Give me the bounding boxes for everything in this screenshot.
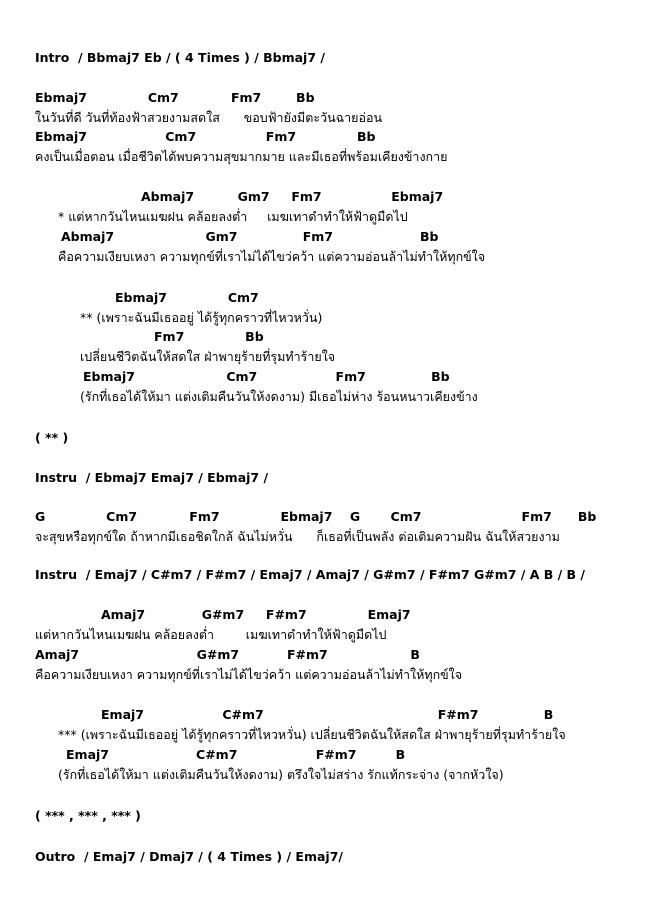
verse1-lyrics-2: คงเป็นเมื่อตอน เมื่อชีวิตได้พบความสุขมากมาย และมีเธอที่พร้อมเคียงข้างกาย: [35, 149, 448, 164]
hook2-lyrics-2: คือความเงียบเหงา ความทุกข์ที่เราไม่ได้ไขว่คว้า แต่ความอ่อนล้าไม่ทำให้ทุกข์ใจ: [35, 667, 463, 682]
chorus1-lyrics-1: ** (เพราะฉันมีเธออยู่ ได้รู้ทุกคราวที่ไหวหวั่น): [80, 310, 323, 325]
verse1-lyrics-1: ในวันที่ดี วันที่ท้องฟ้าสวยงามสดใส ขอบฟ้ายังมีตะวันฉายอ่อน: [35, 110, 383, 125]
hook2-chords-1: Amaj7 G#m7 F#m7 Emaj7: [101, 607, 411, 622]
chorus1-chords-3: Ebmaj7 Cm7 Fm7 Bb: [83, 369, 450, 384]
instrumental-line-1: Instru / Ebmaj7 Emaj7 / Ebmaj7 /: [35, 470, 269, 485]
chorus2-lyrics-1: *** (เพราะฉันมีเธออยู่ ได้รู้ทุกคราวที่ไหวหวั่น) เปลี่ยนชีวิตฉันให้สดใส ฝ่าพายุร้ายที่รุมทำร้ายใจ: [58, 727, 566, 742]
hook1-chords-1: Abmaj7 Gm7 Fm7 Ebmaj7: [141, 189, 444, 204]
chorus2-chords-1: Emaj7 C#m7 F#m7 B: [101, 707, 554, 722]
chorus2-chords-2: Emaj7 C#m7 F#m7 B: [66, 747, 406, 762]
bridge-lyrics: จะสุขหรือทุกข์ใด ถ้าหากมีเธอชิดใกล้ ฉันไม่หวั่น ก็เธอที่เป็นพลัง ต่อเติมความฝัน ฉันให้สวยงาม: [35, 529, 560, 544]
hook1-lyrics-1: * แต่หากวันไหนเมฆฝน คล้อยลงต่ำ เมฆเทาดำทำให้ฟ้าดูมืดไป: [58, 209, 408, 224]
chorus1-lyrics-3: (รักที่เธอได้ให้มา แต่งเติมคืนวันให้งดงาม) มีเธอไม่ห่าง ร้อนหนาวเคียงข้าง: [80, 389, 478, 404]
hook2-chords-2: Amaj7 G#m7 F#m7 B: [35, 647, 420, 662]
instrumental-line-2: Instru / Emaj7 / C#m7 / F#m7 / Emaj7 / Amaj7 / G#m7 / F#m7 G#m7 / A B / B /: [35, 567, 585, 582]
verse1-chords-2: Ebmaj7 Cm7 Fm7 Bb: [35, 129, 376, 144]
verse1-chords-1: Ebmaj7 Cm7 Fm7 Bb: [35, 90, 315, 105]
hook1-chords-2: Abmaj7 Gm7 Fm7 Bb: [61, 229, 439, 244]
chorus1-chords-1: Ebmaj7 Cm7: [115, 290, 259, 305]
repeat-chorus2-marker: ( *** , *** , *** ): [35, 808, 141, 823]
outro-line: Outro / Emaj7 / Dmaj7 / ( 4 Times ) / Emaj7/: [35, 849, 343, 864]
bridge-chords: G Cm7 Fm7 Ebmaj7 G Cm7 Fm7 Bb: [35, 509, 597, 524]
hook2-lyrics-1: แต่หากวันไหนเมฆฝน คล้อยลงต่ำ เมฆเทาดำทำให้ฟ้าดูมืดไป: [35, 627, 387, 642]
repeat-chorus-marker: ( ** ): [35, 430, 69, 445]
chorus2-lyrics-2: (รักที่เธอได้ให้มา แต่งเติมคืนวันให้งดงาม) ตรึงใจไม่สร่าง รักแท้กระจ่าง (จากหัวใจ): [58, 767, 504, 782]
chorus1-lyrics-2: เปลี่ยนชีวิตฉันให้สดใส ฝ่าพายุร้ายที่รุมทำร้ายใจ: [80, 349, 336, 364]
chorus1-chords-2: Fm7 Bb: [154, 329, 264, 344]
intro-line: Intro / Bbmaj7 Eb / ( 4 Times ) / Bbmaj7 /: [35, 50, 325, 65]
hook1-lyrics-2: คือความเงียบเหงา ความทุกข์ที่เราไม่ได้ไขว่คว้า แต่ความอ่อนล้าไม่ทำให้ทุกข์ใจ: [58, 249, 486, 264]
